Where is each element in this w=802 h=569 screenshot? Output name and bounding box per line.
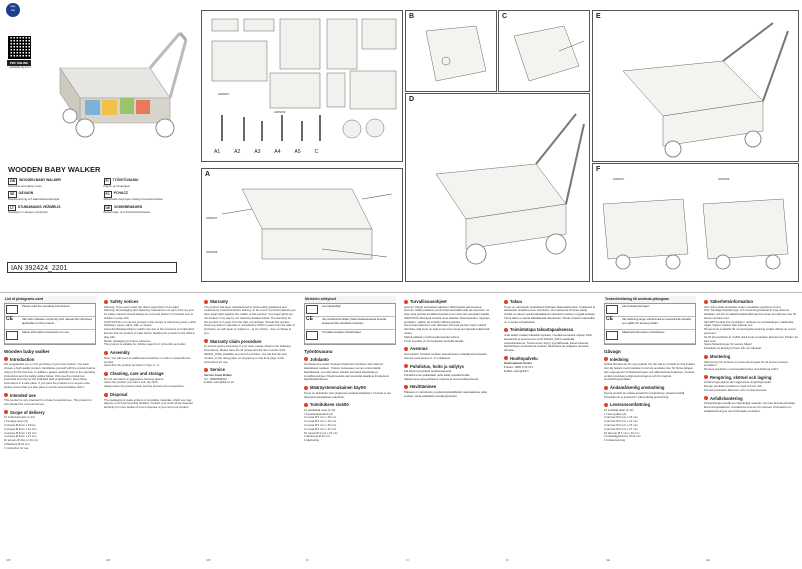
pictogram-table: [4, 303, 96, 345]
list-item: 4 screws Ø 6mm x 12 mm: [4, 426, 37, 431]
list-item: Assembly/Disassembly by adults only due to the presence of small parts!: [104, 327, 195, 332]
list-item: 7 hexagon keys (A): [4, 419, 29, 424]
pictograms-title: Merkkien selitykset: [304, 296, 396, 303]
language-list: [8, 178, 193, 215]
paragraph: Tuote on tarkoitettu vain yksityiseen kotitalouskäyttöön. Tuotetta ei ole tarkoitettu kaupalliseen käyttöön.: [304, 390, 391, 399]
lang-code: FI: [105, 179, 109, 183]
heading: Leveransomfattning: [610, 402, 651, 408]
list-item: Warning: All packaging and fastening material are not part of the toy and for safety reasons should always be removed before it is handed over to children to play with.: [104, 308, 194, 320]
panel-letter: B: [409, 13, 415, 20]
clean-list: [404, 370, 496, 381]
list-item: Spara förpackningen för senare frågor!: [704, 342, 753, 347]
list-item: 12 enskilda delar (1-12): [604, 407, 634, 412]
ian-box: IAN 392424_2201: [7, 262, 177, 273]
heading: Assembly: [110, 350, 130, 356]
ce-mark-icon: CE: [606, 316, 613, 323]
service-line: Tel.: 08000569216: [204, 376, 228, 381]
lang-code: PL: [105, 192, 110, 197]
paragraph: The product has been manufactured to strict quality guidelines and meticulously examined before delivery. In the event of product defects you have legal rights against the retailer of this product. Your legal rights are not limited in any way by our warranty detailed below. The warranty for this product is 3 years from the date of purchase. Should this product show any fault in materials or manufacture within 3 years from the date of purchase, we will repair or replace it – at our choice – free of charge to you.: [204, 304, 296, 336]
lang-sub: Wskazówki dotyczące obsługi i bezpieczeństwa: [103, 196, 163, 201]
picto-text: CE-merkintä ilmoittaa yhdenmukaisuudesta tuotetta koskevien EU-direktiivien kanssa.: [321, 317, 395, 330]
bullet-icon: [304, 357, 308, 361]
pictograms-title: Teckenförklaring till använda piktogram: [604, 296, 696, 303]
page-number: SE: [706, 558, 711, 562]
lang-name: TYÖNTÖVAUNU: [112, 178, 139, 182]
list-item: 4 skruvar Ø 6 mm x 12 mm: [604, 419, 638, 424]
panel-letter: A: [205, 171, 211, 178]
panel-letter: E: [596, 13, 601, 20]
lang-code: SE: [10, 192, 15, 197]
section-title: Wooden baby walker: [4, 348, 50, 354]
list-item: Säilytä tuote aina puhtaana, kuivana ja huoneenlämpöisenä.: [404, 376, 479, 381]
paragraph: Asenna tuote kuvien A - F mukaisesti.: [404, 355, 451, 360]
bullet-icon: [604, 357, 608, 361]
list-item: Säilytä pakkaus myöhempää tarvetta varten!: [404, 334, 460, 339]
list-item: 7 kuusiokoloavainta (A): [304, 411, 334, 416]
pdf-online-label: PDF ONLINE: [7, 60, 31, 66]
list-item: 12 individual parts (1-12): [4, 415, 35, 420]
service-line[interactable]: E-Mail: owim@lidl.fi: [504, 369, 529, 374]
picto-icon: [5, 304, 21, 318]
bullet-icon: [704, 300, 708, 304]
list-item: 3 ruuvia Ø 6 mm x 15 mm: [304, 415, 337, 420]
picto-icon: [605, 330, 621, 344]
list-item: 1 käyttöohje: [304, 438, 320, 443]
pictograms-title: List of pictograms used: [4, 296, 96, 303]
page-number: FI: [406, 558, 409, 562]
lang-code: DE: [105, 205, 111, 210]
paragraph: Huomautus: Tarvitset tuotteen asentamiseen ristipääruuvimeisselin.: [404, 351, 488, 356]
list-item: Tuote soveltuu yli 12 kuukautta vanhoille lapsille.: [404, 338, 465, 343]
manual-icon: [6, 305, 18, 314]
lang-code: GB: [10, 179, 16, 183]
cover-page: [0, 0, 200, 285]
paragraph: Grattis till köpet av din nya produkt. Du har valt en produkt av hög kvalitet. Gör dig bekant med produkten innan du använder den för första gången. Läs noga igenom bruksanvisningen och säkerhetsinformationen. Använd endast produkten enligt anvisningarna och för angivna användningsområden.: [604, 362, 696, 382]
panel-f-code-2: H005469: [718, 177, 730, 181]
bullet-icon: [404, 347, 408, 351]
bullet-icon: [4, 357, 8, 361]
page-gb-1: [4, 296, 96, 566]
language-entry-se: [8, 191, 98, 201]
lang-name: PCHACZ: [113, 191, 128, 196]
service-block: [504, 362, 596, 373]
page-number: GB: [6, 558, 11, 562]
heading: Avfallshantering: [710, 395, 743, 401]
list-item: 12 yksittäistä osaa (1-12): [304, 407, 336, 412]
diagram-panel-c: [498, 10, 590, 92]
bullet-icon: [404, 300, 408, 304]
picto-text: CE mark indicates conformity with relevant EU directives applicable for this product.: [21, 317, 95, 330]
paragraph: Jotta asiasi voidaan käsitellä nopeasti, noudata seuraavia ohjeita: Pidä kassakuitti ja tuotenumero (IAN 392424_2201) saatavilla ostotodistuksena. Tuotenumero löytyy tyyppikilvestä, kaiverruksesta, käyttöohjeen etusivulta tai tuotteen takaosasta tai pohjassa olevasta tarrasta.: [504, 332, 592, 353]
list-item: 4 screws Ø 6mm x 27 mm: [4, 434, 37, 439]
pictogram-table: [604, 303, 696, 345]
list-item: CAUTION! Do not use the product in the vicinity of swimming pools, public highways, steps, stairs, hills, or slopes.: [104, 319, 196, 328]
heading: Safety notices: [110, 299, 139, 304]
bullet-icon: [304, 403, 308, 407]
heading: Toimintatapa takuutapauksessa: [510, 327, 574, 333]
lang-sub: Naudojimo ir saugos nurodymai: [8, 210, 48, 215]
list-item: Huomio: Käyttö ainoastaan aikuisen välittömässä valvonnassa.: [404, 304, 483, 309]
bullet-icon: [104, 393, 108, 397]
scope-list: [604, 409, 696, 443]
bullet-icon: [204, 339, 208, 343]
paragraph: Förpackningen består av miljövänliga material, som kan lämnas på lokala återvinningsstationer. Kontakta kommunen för närmare information om avfallshantering av den förbrukade produkten.: [704, 401, 795, 413]
brand-logo-mark: play tive: [10, 5, 16, 12]
panel-letter: D: [409, 96, 415, 103]
list-item: 4 skruvar Ø 6 mm x 15 mm: [604, 423, 638, 428]
bullet-icon: [404, 364, 408, 368]
part-label: A1: [214, 149, 221, 155]
qr-code[interactable]: [8, 36, 31, 59]
list-item: Förvara produkten alltid torrt och i rumstemperatur.: [704, 388, 767, 393]
heading: Johdanto: [310, 356, 329, 362]
lang-name: STUMIAMASIS VEŽIMĖLIS: [17, 204, 61, 209]
paragraph: Pakkaus on valmistettu ympäristöystävällisistä materiaaleista, jotka voidaan viedä paikallisiin kierrätyspisteisiin.: [404, 389, 488, 398]
clean-list: [104, 378, 196, 389]
picto-text: Please read the operating instructions!: [21, 304, 95, 318]
paragraph: Onnittelemme uuden tuotteen hankinnan johdosta. Olet valinnut laadukkaan tuotteen. Tutustu tuotteeseen ennen ensimmäistä käyttökertaa. Lue sitä varten tarkasti seuraava käyttöohje ja turvallisuusohjeet. Käytä tuotetta vain kuvatulla tavalla ja ilmoitettuun käyttötarkoitukseen.: [304, 362, 390, 382]
heading: Puhdistus, hoito ja säilytys: [410, 363, 464, 369]
picto-text: CE-märkning anger efterlevnad av relevanta EU-direktiv som gäller för denna produkt.: [621, 317, 695, 330]
list-item: På grund av smådelar får montering/demontering endast utföras av vuxna personer!: [704, 327, 796, 336]
bullet-icon: [504, 328, 508, 332]
paragraph: This product is only intended for private household use. This product is not intended for commercial use.: [4, 398, 92, 407]
panel-letter: F: [596, 166, 601, 173]
paragraph: Tuote on valmistettu huolellisesti tiukkojen laatuvaatimusten mukaisesti ja tarkastettu huolella ennen toimitusta. Jos tuotteessa ilmenee vikoja, sinulla on oikeus vedota lakisääteisiin oikeuksiin tuotteen myyjää kohtaan. Tämä takuu ei rajoita lakisääteisiä oikeuksiasi. Tämän tuotteen takuuaika on 3 vuotta ostopäivästä.: [504, 304, 596, 324]
paragraph: The packaging is made entirely of recyclable materials, which you may dispose of at local recycling facilities. Contact your local refuse disposal authority for more details of how to dispose of your worn-out product.: [104, 397, 193, 410]
pdf-online-url[interactable]: parkside-diy.com: [9, 65, 31, 69]
picto-text: Safety information Instructions for use: [21, 330, 95, 344]
parts-panel: [201, 10, 403, 162]
part-label: C: [314, 149, 319, 155]
diagram-panel-a: [201, 168, 403, 282]
manual-icon: [606, 305, 618, 314]
service-block: [204, 374, 296, 385]
heading: Toimituksen sisältö: [310, 402, 349, 408]
section-title: Työntövaunu: [304, 348, 333, 354]
page-se-2: [704, 296, 798, 566]
list-item: 10 skruvar Ø 4 mm x 24 mm: [604, 430, 640, 435]
list-item: 7 insexnycklar (A): [604, 411, 627, 416]
picto-icon: [605, 304, 621, 318]
list-item: The product is suitable for children aged from 12months and older.: [104, 342, 187, 347]
list-item: Produkten är lämplig för barn från 12 månader.: [704, 346, 762, 351]
heading: Huoltopalvelu: [510, 355, 538, 361]
picto-text: Lue käyttöohje!: [321, 304, 395, 318]
bullet-icon: [704, 355, 708, 359]
bullet-icon: [4, 393, 8, 397]
page-se-1: [604, 296, 696, 566]
diagram-panel-e: [592, 10, 799, 162]
bullet-icon: [504, 356, 508, 360]
heading: Säkerhetsinformation: [710, 299, 754, 304]
part-code-1: H005467: [218, 92, 230, 96]
list-item: 3 skruvar Ø 6 mm x 15 mm: [604, 415, 638, 420]
bullet-icon: [104, 300, 108, 304]
paragraph: Note: You will need an additional screwdriver in order to assemble the product.: [104, 355, 191, 364]
heading: Scope of delivery: [10, 409, 45, 415]
panel-a-code-2: H005469: [206, 250, 218, 254]
ce-mark-icon: CE: [306, 316, 313, 323]
manual-icon: [306, 305, 318, 314]
cover-title: WOODEN BABY WALKER: [8, 165, 101, 174]
bullet-icon: [504, 300, 508, 304]
picto-text: Säkerhetsinformation Instruktioner: [621, 330, 695, 344]
heading: Service: [210, 367, 225, 373]
list-item: Retain packaging for future reference.: [104, 338, 151, 343]
product-illustration: [40, 28, 190, 148]
bullet-icon: [204, 368, 208, 372]
bullet-icon: [604, 386, 608, 390]
picto-icon: [5, 330, 21, 344]
part-label: A4: [274, 149, 281, 155]
part-label: A3: [254, 149, 261, 155]
language-entry-lt: [8, 205, 98, 215]
heading: Ändamålsenlig användning: [610, 385, 665, 391]
list-item: Do not use harsh or aggressive cleaning agents.: [104, 376, 165, 381]
lang-name: GÅVAGN: [18, 191, 34, 196]
part-label: A5: [294, 149, 301, 155]
lang-name: SCHIEBEWAGEN: [114, 204, 143, 209]
heading: Cleaning, care and storage: [110, 371, 164, 377]
list-item: 4 ruuvia Ø 6 mm x 12 mm: [304, 419, 337, 424]
part-label: A2: [234, 149, 241, 155]
heading: Inledning: [610, 356, 629, 362]
panel-a-code-1: H005467: [206, 216, 218, 220]
page-gb-3: [204, 296, 296, 566]
panel-letter: C: [502, 13, 508, 20]
list-item: 10 screws Ø 4mm x 24 mm: [4, 438, 39, 443]
list-item: SE UPP! Använd inte produkten i närheten av simbassänger, trafikerade vägar, trappor, backar eller lutande ytor.: [704, 319, 794, 328]
page-number: GB: [206, 558, 211, 562]
page-fi-2: [404, 296, 496, 566]
service-line: Huoltopalvelu Suomi: [504, 361, 532, 366]
page-number: FI: [506, 558, 509, 562]
service-line: Service Great Britain: [204, 372, 232, 377]
safety-list: [704, 306, 798, 352]
paragraph: Assemble the product as shown in figs. A - F.: [104, 363, 160, 368]
list-item: 4 aluslevyä Ø 22 mm: [304, 434, 331, 439]
bullet-icon: [704, 396, 708, 400]
paragraph: Denna produkt är endast avsedd för användning i privata hushåll. Produkten är ej avsedd för yrkesmässig användning.: [604, 390, 685, 399]
language-entry-gb: [8, 178, 98, 188]
info-icon: [306, 331, 318, 340]
page-fi-3: [504, 296, 596, 566]
list-item: Huomio: Kaikki pakkaus- ja kiinnitysmateriaalit eivät ole osa lelua, ne tulee aina poistaa turvallisuussyistä ennen kuin lelu annetaan lapsille.: [404, 308, 490, 317]
list-item: 4 Washers Ø 22 mm: [4, 442, 30, 447]
bullet-icon: [204, 300, 208, 304]
list-item: 1 Instruction for use: [4, 445, 29, 450]
bullet-icon: [704, 375, 708, 379]
panel-c-illustration: [499, 11, 589, 91]
heading: Määräystenmukainen käyttö: [310, 385, 367, 391]
lang-sub: Bedienungs- und Sicherheitshinweise: [103, 210, 151, 215]
page-fi-1: [304, 296, 396, 566]
list-item: 4 ruuvia Ø 6 mm x 27 mm: [304, 426, 337, 431]
list-item: Se till att produkten är i felfritt skick innan produkten lämnas över till barn att leka med.: [704, 334, 798, 343]
list-item: Obs: Samtliga förpacknings- och monteringsmaterial är inga delar av leksaken och bör av säkerhetsskäl alltid tas bort innan den lämnas över till barnen att leka med.: [704, 308, 796, 320]
picto-icon: [305, 304, 321, 318]
lang-name: WOODEN BABY WALKER: [19, 178, 61, 182]
service-line: Puhelin: 0800 9 15 374: [504, 365, 533, 370]
list-item: Varmista, että tuote on ehjä ennen kuin annat sen lapselle leikkimistä varten.: [404, 327, 490, 336]
list-item: Clean the product only with a soft, dry cloth.: [104, 380, 159, 385]
list-item: Använd inga skarpa eller aggressiva rengöringsmedel.: [704, 380, 772, 385]
ce-mark-icon: CE: [6, 316, 13, 323]
diagram-panel-d: [405, 93, 590, 282]
heading: Rengöring, skötsel och lagring: [710, 374, 772, 380]
heading: Intended use: [10, 392, 36, 398]
heading: Turvallisuusohjeet: [410, 299, 447, 304]
brand-logo: [6, 3, 20, 17]
picto-icon: [605, 317, 621, 330]
safety-list: [404, 306, 496, 344]
heading: Introduction: [10, 356, 35, 362]
page-gb-2: [104, 296, 196, 566]
list-item: 3 screws Ø 6mm x 15mm: [4, 423, 36, 428]
language-entry-pl: [104, 191, 194, 201]
bullet-icon: [104, 372, 108, 376]
bullet-icon: [104, 351, 108, 355]
list-item: Warning: To be used under the direct supervision of an adult.: [104, 304, 180, 309]
list-item: Puhdista tuote pelkästään pehmeällä, kuivalla liinalla.: [404, 372, 471, 377]
panel-d-illustration: [406, 94, 589, 281]
pictogram-table: [304, 303, 396, 345]
diagram-panel-b: [405, 10, 497, 92]
picto-icon: [305, 330, 321, 344]
panel-b-illustration: [406, 11, 496, 91]
scope-list: [304, 409, 396, 443]
part-code-2: H005469: [274, 110, 286, 114]
paragraph: We congratulate you on the purchase of your new product. You have chosen a high quality product. Familiarise yourself with the product before using it for the first time. In addition, please carefully refer to the operating instructions and the safety advice below. Only use the product as instructed and only for the indicated field of application. Keep these instructions in a safe place. If you pass the product on to anyone else, please ensure that you also pass on all the documentation with it.: [4, 362, 96, 390]
language-entry-fi: [104, 178, 194, 188]
diagram-panel-f: [592, 163, 799, 282]
page-number: FI: [306, 558, 309, 562]
heading: Hävittäminen: [410, 384, 437, 390]
list-item: 4 skruvar Ø 6 mm x 27 mm: [604, 426, 638, 431]
bullet-icon: [404, 385, 408, 389]
lang-sub: Bruksanvisning och säkerhetsanvisningar: [8, 196, 60, 201]
lang-sub: Operation and safety notes: [8, 183, 42, 188]
picto-icon: [305, 317, 321, 330]
page-number: SE: [606, 558, 611, 562]
language-entry-de: [104, 205, 194, 215]
divider: [0, 292, 802, 293]
heading: Montering: [710, 354, 731, 360]
heading: Disposal: [110, 392, 128, 398]
heading: Asennus: [410, 346, 428, 352]
list-item: 4 underläggsbrickor Ø 22 mm: [604, 434, 641, 439]
panel-e-illustration: [593, 11, 798, 161]
list-item: Ensure that the product is intact before handing the product to the child to play with.: [104, 331, 195, 339]
info-icon: [606, 331, 618, 340]
bullet-icon: [304, 386, 308, 390]
picto-icon: [5, 317, 21, 330]
parts-illustration: [202, 11, 402, 161]
bullet-icon: [604, 403, 608, 407]
list-item: Asennus/purkaminen vain aikuisten toimesta pienten osien vuoksi!: [404, 323, 487, 328]
paragraph: Hänvisning: Du behöver en extra skruvmejsel för att kunna montera produkten.: [704, 359, 788, 368]
list-item: 10 ruuvia Ø 4 mm x 24 mm: [304, 430, 338, 435]
info-icon: [6, 331, 18, 340]
panel-f-code-1: H005467: [613, 177, 625, 181]
list-item: 4 screws Ø 6mm x 15 mm: [4, 430, 37, 435]
safety-list: [104, 306, 196, 348]
heading: Takuu: [510, 299, 523, 304]
lang-code: LT: [10, 205, 14, 210]
paragraph: Montera produkten i överensstämmelse med bilderna A till F.: [704, 367, 779, 372]
picto-text: Läs bruksanvisningen!: [621, 304, 695, 318]
clean-list: [704, 381, 798, 392]
page-number: GB: [106, 558, 111, 562]
list-item: Älä käytä syövyttäviä puhdistusaineita.: [404, 369, 452, 374]
list-item: 1 bruksanvisning: [604, 438, 625, 443]
list-item: Always store the product clean and dry and at room temperature.: [104, 384, 185, 389]
heading: Warranty claim procedure: [210, 338, 262, 344]
picto-text: Turvallisuusohjeet Käyttöohjeet: [321, 330, 395, 344]
scope-list: [4, 416, 96, 450]
panel-a-illustration: [202, 169, 402, 281]
lang-sub: Käyttö- ja turvaohjeet: [103, 183, 130, 188]
part-labels: [214, 149, 318, 155]
list-item: VAROITUS! Älä käytä tuotetta uima-altaiden, liikenneteiden, rappujen, portaiden, mäkien tai rinteiden läheisyydessä.: [404, 315, 491, 324]
list-item: 4 ruuvia Ø 6 mm x 15 mm: [304, 423, 337, 428]
list-item: Obs: Får endast användas under omedelbar uppsikt av vuxna.: [704, 304, 782, 309]
service-line[interactable]: E-Mail: owim@lidl.co.uk: [204, 380, 234, 385]
bullet-icon: [4, 410, 8, 414]
section-title: Gåvagn: [604, 348, 621, 354]
list-item: Rengör produkten endast en mjuk och torr duk.: [704, 384, 763, 389]
paragraph: To ensure quick processing of your case, please observe the following instructions: Please have the till receipt and the item number (IAN 392424_2201) available as proof of purchase. You will find the item number on the rating plate, an engraving on the front page of the instructions for use.: [204, 344, 291, 364]
heading: Warranty: [210, 299, 228, 304]
